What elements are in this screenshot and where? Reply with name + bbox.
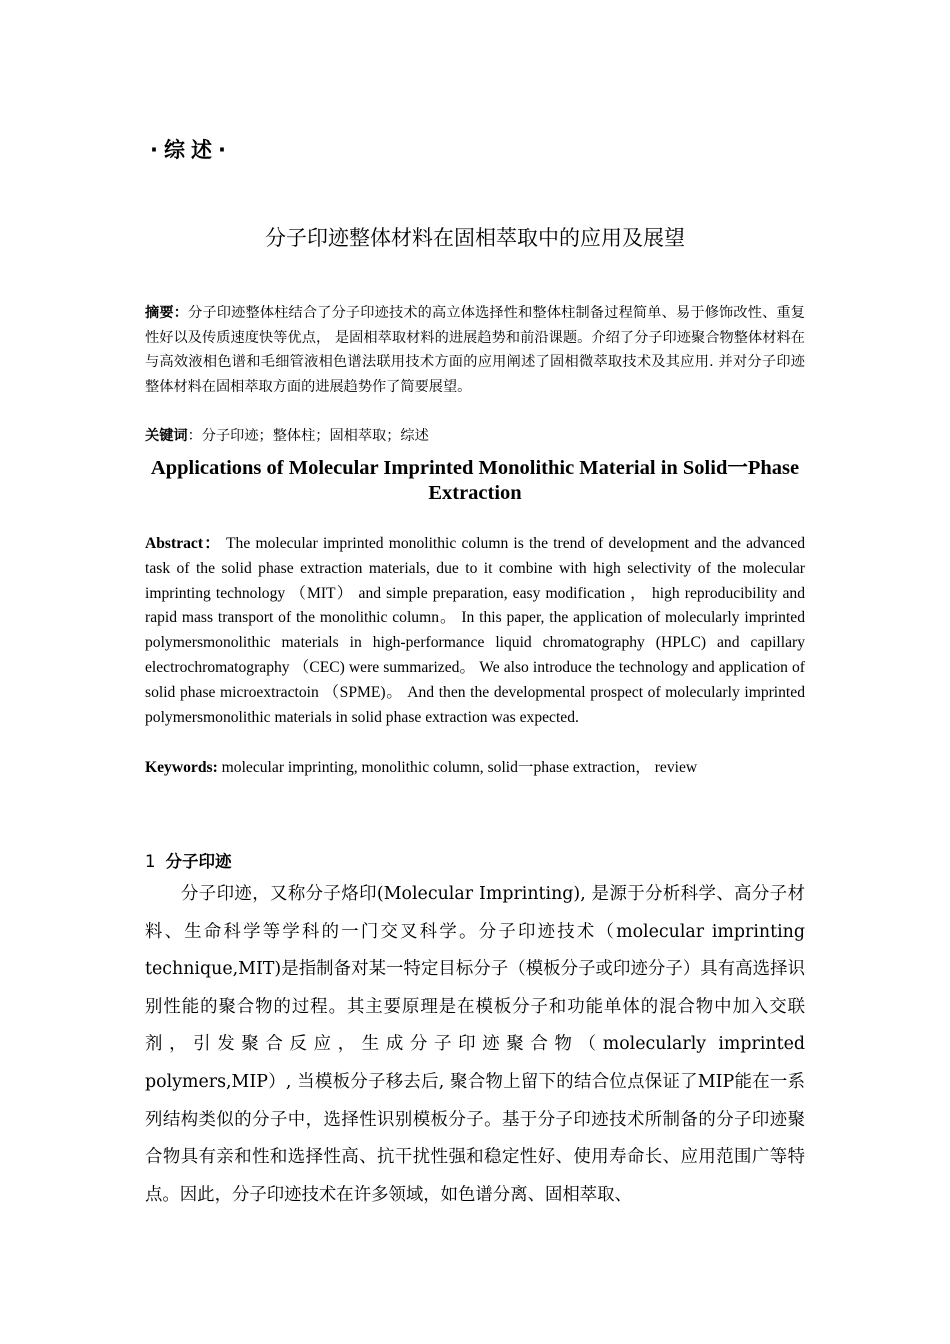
section-number: 1 [145,852,156,871]
english-abstract [145,532,805,730]
english-keywords-text: molecular imprinting, monolithic column, solid一phase extraction， review [217,759,698,776]
chinese-keywords-text: ：分子印迹；整体柱；固相萃取；综述 [187,428,429,444]
english-keywords-label: Keywords: [145,759,218,776]
section-heading [145,848,232,872]
body-paragraph: 分子印迹，又称分子烙印(Molecular Imprinting), 是源于分析科学、高分子材料、生命科学等学科的一门交叉科学。分子印迹技术（molecular imprinting technique,MIT)是指制备对某一特定目标分子（模板分子或印迹分子）具有高选择识别性能的聚合物的过程。其主要原理是在模板分子和功能单体的混合物中加入交联剂，引发聚合反应，生成分子印迹聚合物（molecularly imprinted polymers,MIP）, 当模板分子移去后, 聚合物上留下的结合位点保证了MIP能在一系列结构类似的分子中，选择性识别模板分子。基于分子印迹技术所制备的分子印迹聚合物具有亲和性和选择性高、抗干扰性强和稳定性好、使用寿命长、应用范围广等特点。因此，分子印迹技术在许多领域，如色谱分离、固相萃取、 [145,884,805,1205]
english-keywords [145,756,805,780]
chinese-abstract-label: 摘要： [145,305,189,321]
chinese-title: 分子印迹整体材料在固相萃取中的应用及展望 [265,226,685,250]
english-abstract-text: The molecular imprinted monolithic column is the trend of development and the advanced task of the solid phase extraction materials, due to it combine with high selectivity of the molecular imprinting technology （MIT） and simple preparation, easy modification ， high reproducibility and rapid mass transport of the monolithic column。 In this paper, the application of molecularly imprinted polymersmonolithic materials in high-performance liquid chromatography (HPLC) and capillary electrochromatography （CEC) were summarized。 We also introduce the technology and application of solid phase microextractoin （SPME)。 And then the developmental prospect of molecularly imprinted polymersmonolithic materials in solid phase extraction was expected. [145,535,806,726]
section-title: 分子印迹 [165,852,232,871]
chinese-keywords [145,424,805,448]
chinese-abstract-text: 分子印迹整体柱结合了分子印迹技术的高立体选择性和整体柱制备过程简单、易于修饰改性、重复性好以及传质速度快等优点， 是固相萃取材料的进展趋势和前沿课题。介绍了分子印迹聚合物整体材料在与高效液相色谱和毛细管液相色谱法联用技术方面的应用阐述了固相微萃取技术及其应用. 并对分子印迹整体材料在固相萃取方面的进展趋势作了简要展望。 [145,305,805,395]
english-abstract-label: Abstract： [145,535,222,552]
chinese-abstract [145,301,805,399]
chinese-keywords-label: 关键词 [145,428,188,444]
english-title: Applications of Molecular Imprinted Monolithic Material in Solid一Phase Extraction [150,457,800,504]
section-tag: ·综述· [150,138,232,162]
